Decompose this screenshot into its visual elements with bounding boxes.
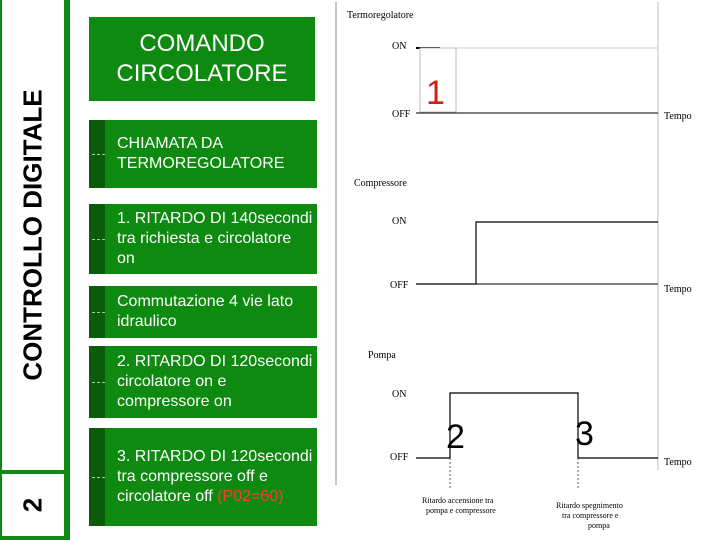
side-title: CONTROLLO DIGITALE: [17, 89, 48, 381]
panel2-signal: [416, 222, 658, 284]
panel2-off-label: OFF: [390, 280, 409, 291]
header-title-line2: CIRCOLATORE: [116, 60, 288, 87]
timing-diagram-svg: [330, 0, 720, 540]
panel1-axis-label: Tempo: [664, 111, 692, 122]
panel3-marker-2: 2: [446, 418, 465, 456]
panel-title-compressore: Compressore: [354, 178, 407, 189]
note-right-line3: pompa: [588, 521, 610, 530]
panel-title-pompa: Pompa: [368, 350, 396, 361]
side-number: 2: [17, 497, 48, 513]
note-right-line1: Ritardo spegnimento: [556, 501, 623, 510]
step-strip: [89, 346, 105, 418]
step-strip: [89, 120, 105, 188]
panel3-off-label: OFF: [390, 452, 409, 463]
step-box-1: [89, 204, 317, 274]
step-strip: [89, 428, 105, 526]
side-title-panel: [2, 0, 64, 470]
step-box-2: [89, 286, 317, 338]
step-text-1: 1. RITARDO DI 140secondi tra richiesta e circolatore on: [117, 210, 313, 267]
panel3-on-label: ON: [392, 389, 407, 400]
step-box-4: [89, 428, 317, 526]
step-box-0: [89, 120, 317, 188]
panel1-marker: 1: [426, 74, 445, 112]
step-text-4: [117, 447, 313, 507]
step-strip: [89, 204, 105, 274]
header-title-box: [89, 17, 315, 101]
panel3-axis-label: Tempo: [664, 457, 692, 468]
side-band: [0, 0, 70, 540]
panel2-axis-label: Tempo: [664, 284, 692, 295]
step-param: (P02=60): [217, 488, 284, 505]
side-number-panel: [2, 474, 64, 536]
step-text-3: 2. RITARDO DI 120secondi circolatore on e compressore on: [117, 353, 313, 410]
note-left-line2: pompa e compressore: [426, 506, 496, 515]
panel3-marker-3: 3: [575, 415, 594, 453]
timing-diagram: [330, 0, 720, 540]
step-text-4-main: 3. RITARDO DI 120secondi tra compressore off e circolatore off: [117, 448, 313, 505]
note-right-line2: tra compressore e: [562, 511, 619, 520]
panel-title-termoregolatore: Termoregolatore: [347, 10, 414, 21]
step-text-2: Commutazione 4 vie lato idraulico: [117, 293, 294, 330]
note-left-line1: Ritardo accensione tra: [422, 496, 494, 505]
step-box-3: [89, 346, 317, 418]
panel2-on-label: ON: [392, 216, 407, 227]
header-title-line1: COMANDO: [139, 30, 265, 57]
panel1-off-label: OFF: [392, 109, 411, 120]
panel1-on-label: ON: [392, 41, 407, 52]
step-text-0: CHIAMATA DA TERMOREGOLATORE: [117, 135, 285, 172]
step-strip: [89, 286, 105, 338]
